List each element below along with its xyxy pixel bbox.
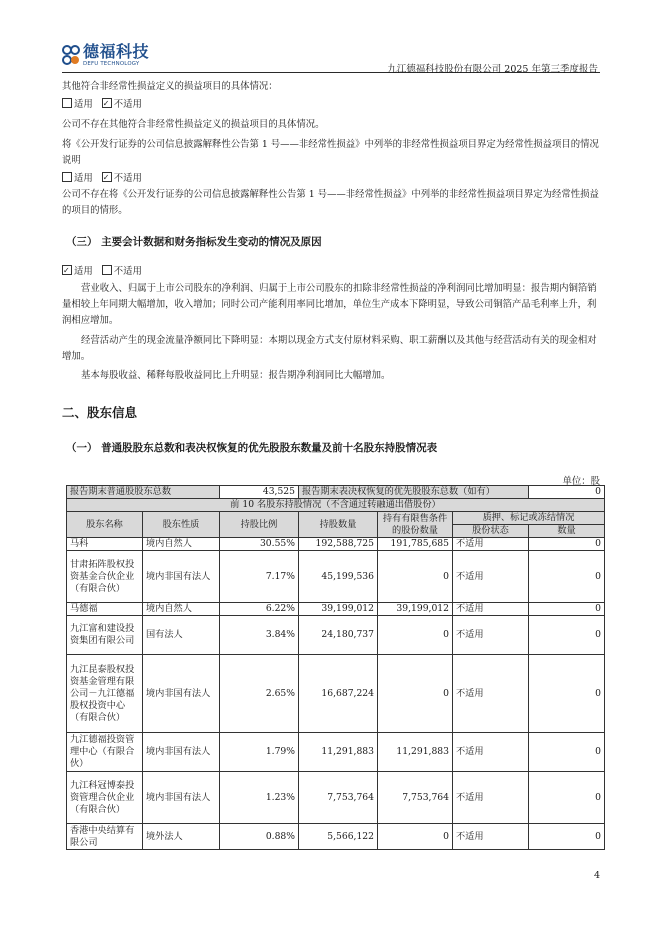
holding-quantity: 39,199,012 [299,603,378,616]
shareholder-nature: 境外法人 [143,824,220,850]
col-header-status: 股份状态 [453,525,529,538]
restricted-quantity: 0 [378,616,453,655]
holding-ratio: 3.84% [220,616,299,655]
not-applicable-label: 不适用 [113,173,142,184]
checkbox-applicable-icon [62,172,72,182]
col-header-pledge: 质押、标记或冻结情况 [453,512,605,525]
holding-ratio: 1.79% [220,733,299,772]
applicable-label: 适用 [74,173,93,184]
share-status: 不适用 [453,824,529,850]
holding-quantity: 24,180,737 [299,616,378,655]
restricted-quantity: 7,753,764 [378,772,453,824]
unit-label: 单位：股 [562,476,600,487]
shareholder-nature: 国有法人 [143,616,220,655]
col-header-amount: 数量 [529,525,605,538]
total-holders-value: 43,525 [220,486,299,499]
reclass-intro: 将《公开发行证券的公司信息披露解释性公告第 1 号——非经常性损益》中列举的非经常性损益项目界定为经常性损益项目的情况说明 [62,139,599,166]
holding-ratio: 7.17% [220,551,299,603]
pledge-amount: 0 [529,551,605,603]
pledge-amount: 0 [529,616,605,655]
share-status: 不适用 [453,603,529,616]
shareholder-name: 九江富和建设投资集团有限公司 [67,616,143,655]
checkbox-applicable-icon [62,98,72,108]
restricted-quantity: 39,199,012 [378,603,453,616]
other-items-intro: 其他符合非经常性损益定义的损益项目的具体情况： [62,81,278,92]
shareholder-name: 九江德福投资管理中心（有限合伙） [67,733,143,772]
shareholder-name: 九江昆泰股权投资基金管理有限公司－九江德福股权投资中心（有限合伙） [67,655,143,733]
restricted-quantity: 0 [378,655,453,733]
restricted-quantity: 191,785,685 [378,538,453,551]
not-applicable-label: 不适用 [113,266,142,277]
applicable-label: 适用 [74,266,93,277]
section-three-checkboxes [62,264,604,280]
pledge-amount: 0 [529,772,605,824]
shareholder-name: 香港中央结算有限公司 [67,824,143,850]
holding-ratio: 30.55% [220,538,299,551]
table-row [67,733,605,772]
logo-chinese-name: 德福科技 [83,42,150,61]
table-row [67,772,605,824]
holding-quantity: 11,291,883 [299,733,378,772]
pledge-amount: 0 [529,655,605,733]
holding-ratio: 0.88% [220,824,299,850]
section-three-heading: （三） 主要会计数据和财务指标发生变动的情况及原因 [66,236,322,248]
restricted-quantity: 0 [378,824,453,850]
col-header-nature: 股东性质 [143,512,220,538]
shareholder-nature: 境内自然人 [143,538,220,551]
table-row [67,603,605,616]
holding-quantity: 45,199,536 [299,551,378,603]
table-row [67,538,605,551]
checkbox-applicable-icon [62,265,72,275]
shareholder-nature: 境内非国有法人 [143,551,220,603]
report-title: 九江德福科技股份有限公司 2025 年第三季度报告 [387,64,598,75]
checkbox-not-applicable-icon [102,98,112,108]
share-status: 不适用 [453,538,529,551]
logo-english-name: DEFU TECHNOLOGY [83,61,140,67]
shareholder-name: 九江科冠博泰投资管理合伙企业（有限合伙） [67,772,143,824]
page-number: 4 [593,870,600,881]
reclass-statement: 公司不存在将《公开发行证券的公司信息披露解释性公告第 1 号——非经常性损益》中列举的非经常性损益项目界定为经常性损益的项目的情形。 [62,189,599,216]
share-status: 不适用 [453,655,529,733]
table-row [67,486,605,499]
shareholder-name: 甘肃拓阵股权投资基金合伙企业（有限合伙） [67,551,143,603]
col-header-name: 股东名称 [67,512,143,538]
table-row [67,824,605,850]
cashflow-reason-paragraph: 经营活动产生的现金流量净额同比下降明显：本期以现金方式支付原材料采购、职工薪酬以及其他与经营活动有关的现金相对增加。 [62,335,597,362]
other-items-statement: 公司不存在其他符合非经常性损益定义的损益项目的具体情况。 [62,119,325,130]
shareholder-nature: 境内自然人 [143,603,220,616]
col-header-restricted: 持有有限售条件的股份数量 [378,512,453,538]
table-header-row [67,512,605,525]
shareholder-nature: 境内非国有法人 [143,655,220,733]
holding-quantity: 16,687,224 [299,655,378,733]
holding-ratio: 6.22% [220,603,299,616]
applicable-label: 适用 [74,99,93,110]
shareholder-name: 马德福 [67,603,143,616]
share-status: 不适用 [453,616,529,655]
shareholder-table [66,485,605,850]
share-status: 不适用 [453,551,529,603]
share-status: 不适用 [453,733,529,772]
checkbox-not-applicable-icon [102,172,112,182]
shareholder-nature: 境内非国有法人 [143,733,220,772]
pledge-amount: 0 [529,824,605,850]
shareholder-name: 马科 [67,538,143,551]
logo-icon [62,44,80,68]
pledge-amount: 0 [529,603,605,616]
checkbox-not-applicable-icon [102,265,112,275]
table-row [67,655,605,733]
company-logo [62,44,149,70]
preferred-holders-value: 0 [529,486,605,499]
table-row [67,499,605,512]
shareholder-table-heading: （一） 普通股股东总数和表决权恢复的优先股股东数量及前十名股东持股情况表 [66,442,438,454]
eps-reason-paragraph: 基本每股收益、稀释每股收益同比上升明显：报告期净利润同比大幅增加。 [81,370,391,381]
shareholder-nature: 境内非国有法人 [143,772,220,824]
holding-quantity: 5,566,122 [299,824,378,850]
preferred-holders-label: 报告期末表决权恢复的优先股股东总数（如有） [299,486,529,499]
pledge-amount: 0 [529,538,605,551]
pledge-amount: 0 [529,733,605,772]
not-applicable-label: 不适用 [113,99,142,110]
holding-quantity: 7,753,764 [299,772,378,824]
table-row [67,551,605,603]
holding-ratio: 1.23% [220,772,299,824]
top10-title: 前 10 名股东持股情况（不含通过转融通出借股份） [67,499,605,512]
table-row [67,616,605,655]
holding-quantity: 192,588,725 [299,538,378,551]
share-status: 不适用 [453,772,529,824]
holding-ratio: 2.65% [220,655,299,733]
total-holders-label: 报告期末普通股股东总数 [67,486,220,499]
col-header-ratio: 持股比例 [220,512,299,538]
shareholder-section-heading: 二、股东信息 [62,405,138,420]
reclass-checkboxes [62,171,604,187]
restricted-quantity: 0 [378,551,453,603]
page-header [62,44,600,73]
col-header-quantity: 持股数量 [299,512,378,538]
other-items-checkboxes [62,97,604,113]
change-reason-paragraph: 营业收入、归属于上市公司股东的净利润、归属于上市公司股东的扣除非经常性损益的净利润同比增加明显：报告期内铜箔销量相较上年同期大幅增加，收入增加；同时公司产能利用率同比增加，单位生产成本下降明显，导致公司铜箔产品毛利率上升，利润相应增加。 [62,283,597,326]
restricted-quantity: 11,291,883 [378,733,453,772]
